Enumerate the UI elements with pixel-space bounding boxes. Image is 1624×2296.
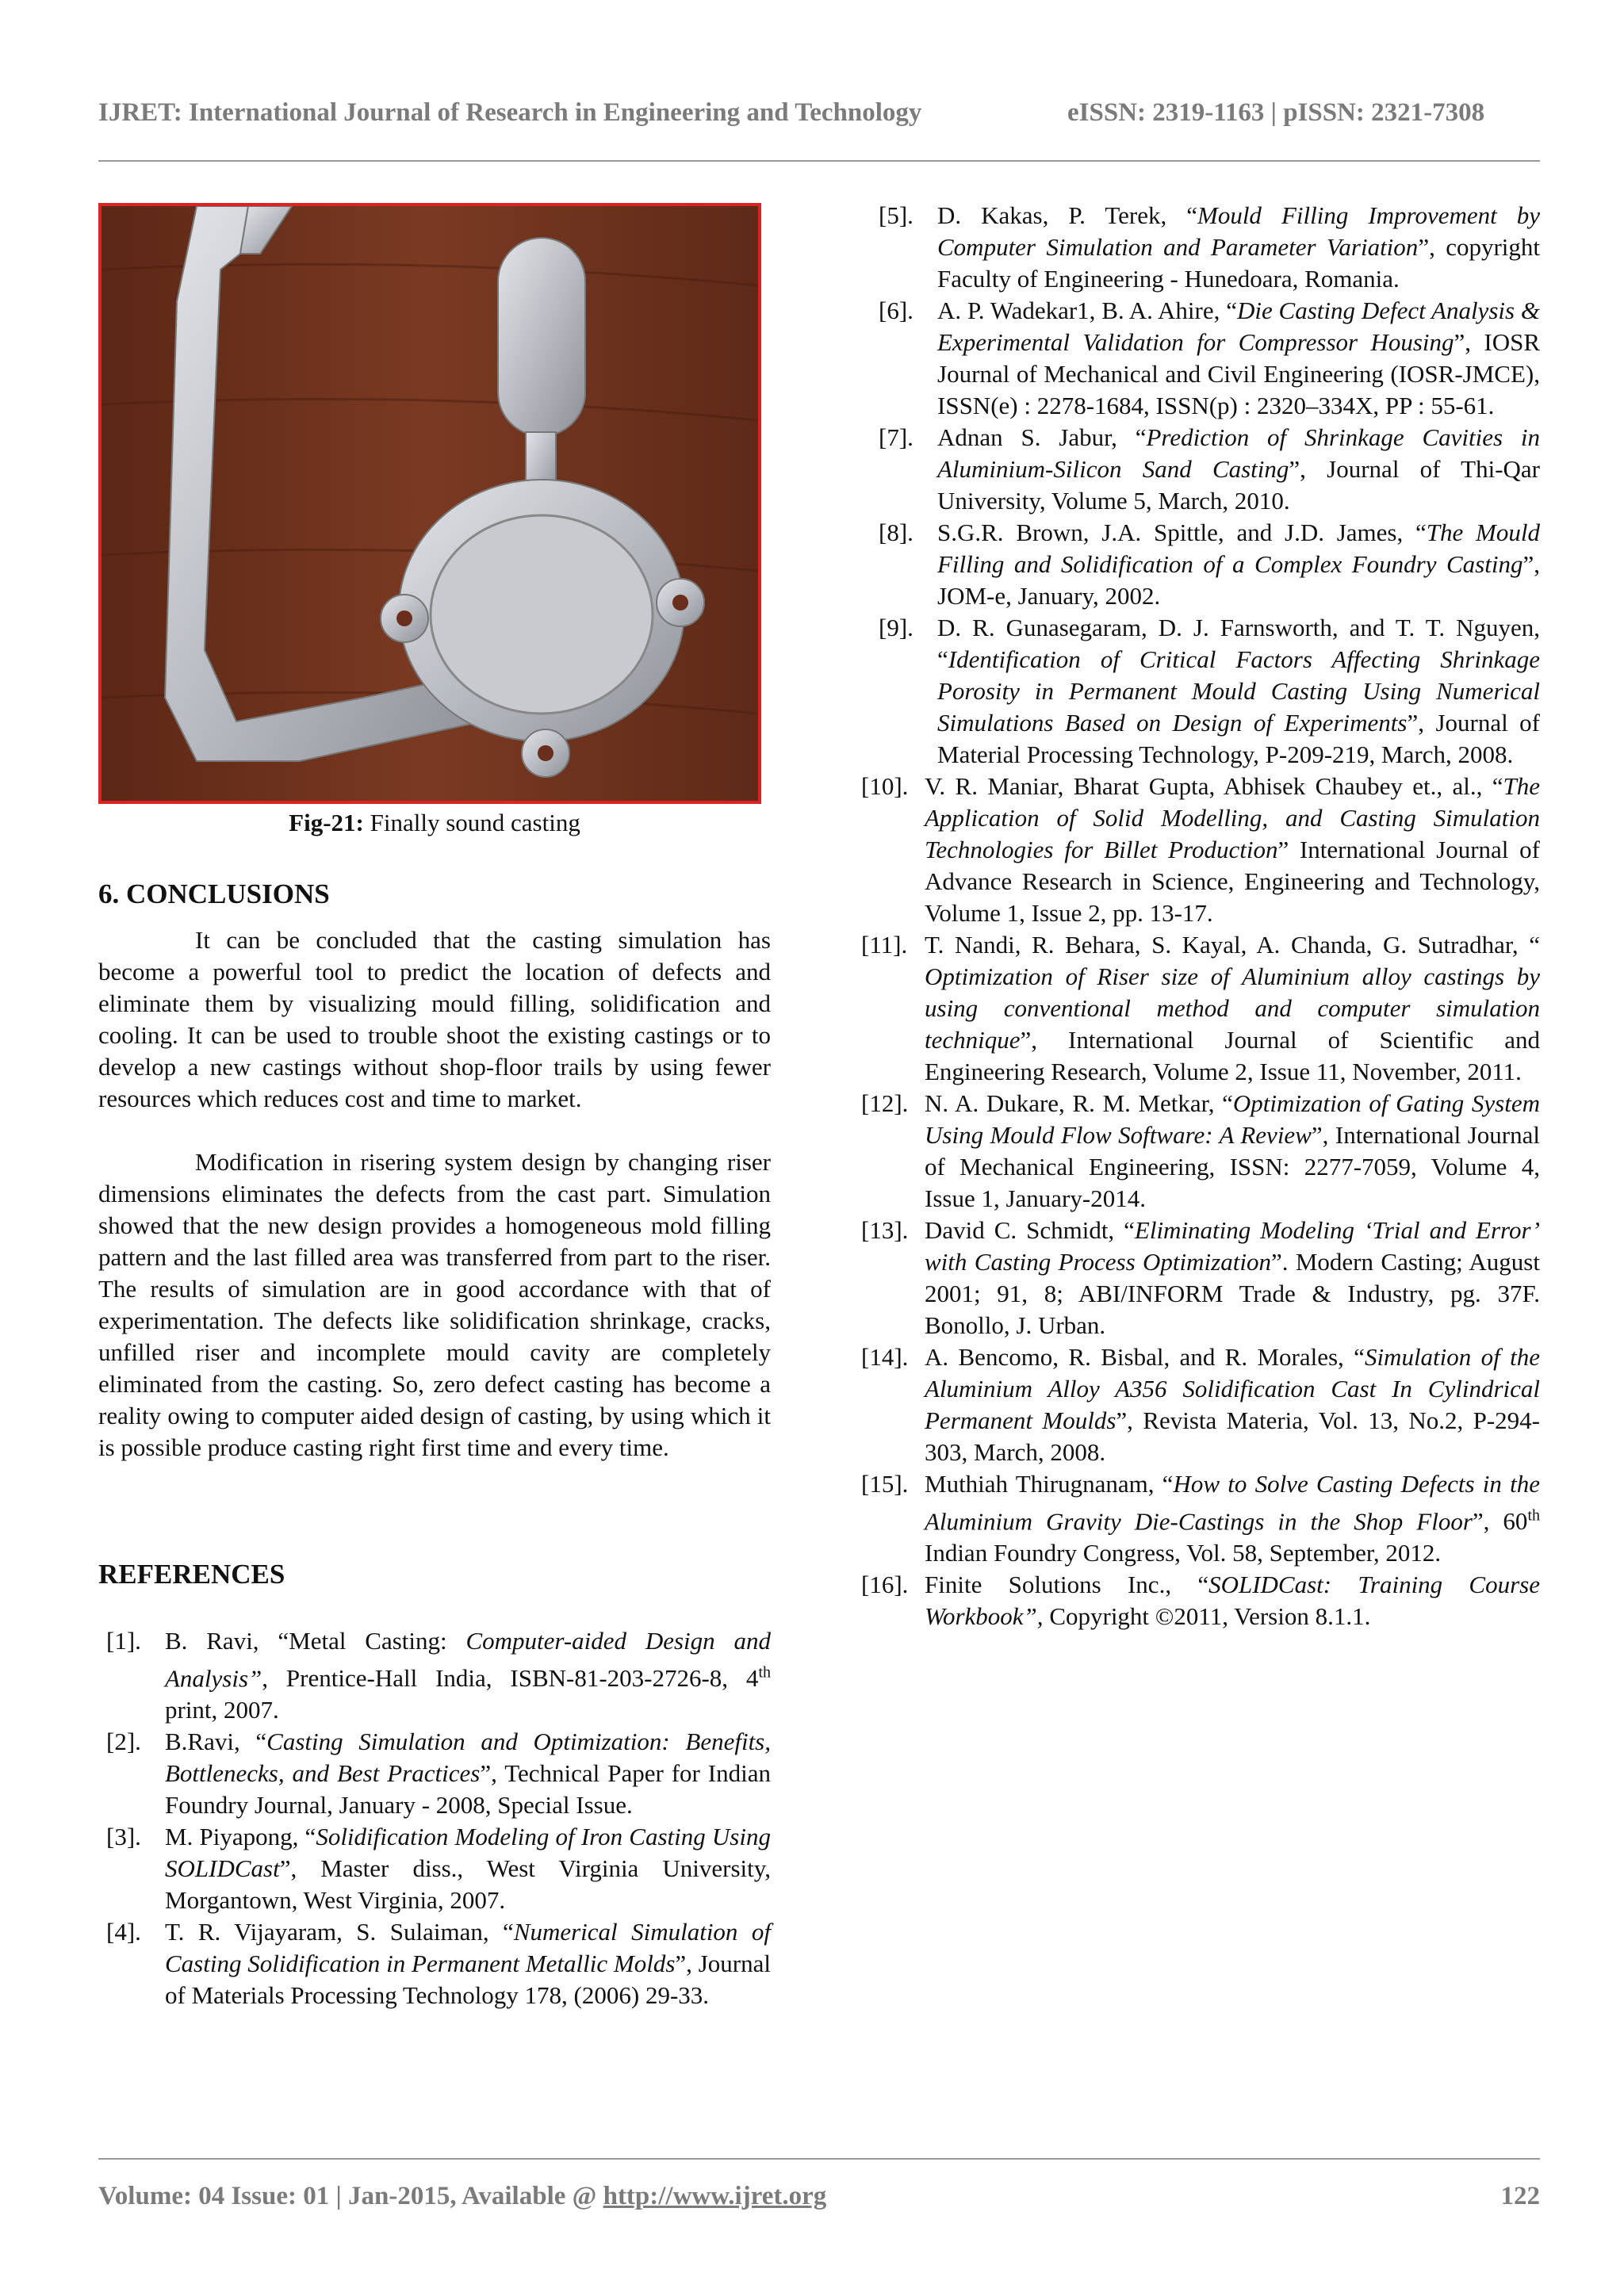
reference-text bbox=[165, 1625, 771, 1726]
reference-authors: A. P. Wadekar1, B. A. Ahire, “ bbox=[937, 297, 1237, 324]
reference-authors: D. Kakas, P. Terek, “ bbox=[937, 201, 1197, 229]
reference-authors: David C. Schmidt, “ bbox=[925, 1216, 1135, 1244]
reference-item bbox=[106, 1726, 771, 1821]
reference-item bbox=[879, 517, 1540, 612]
reference-title: Simulation of the Aluminium Alloy A356 Solidification Cast In Cylindrical Permanent Moulds bbox=[925, 1343, 1540, 1434]
reference-item bbox=[861, 929, 1540, 1088]
reference-number: [6]. bbox=[879, 297, 914, 324]
reference-title: Optimization of Riser size of Aluminium alloy castings by using conventional method and computer simulation technique bbox=[925, 962, 1540, 1054]
header-divider bbox=[98, 160, 1540, 162]
reference-item bbox=[861, 771, 1540, 929]
reference-item bbox=[861, 1215, 1540, 1341]
figure-caption-text: Finally sound casting bbox=[363, 809, 580, 836]
reference-item bbox=[861, 1569, 1540, 1632]
footer-volume: Volume: 04 Issue: 01 | Jan-2015, Available @ bbox=[98, 2182, 603, 2210]
reference-source: , Prentice-Hall India, ISBN-81-203-2726-8, 4th print, 2007. bbox=[165, 1664, 771, 1724]
reference-authors: Finite Solutions Inc., “ bbox=[925, 1571, 1209, 1599]
reference-title: The Application of Solid Modelling, and Casting Simulation Technologies for Billet Production bbox=[925, 772, 1540, 863]
reference-text bbox=[165, 1821, 771, 1916]
reference-title: SOLIDCast: Training Course Workbook”, bbox=[925, 1571, 1540, 1631]
reference-source: ” International Journal of Advance Research in Science, Engineering and Technology, Volume 1, Issue 2, pp. 13-17. bbox=[925, 836, 1540, 927]
reference-source: ”, 60th Indian Foundry Congress, Vol. 58, September, 2012. bbox=[925, 1507, 1540, 1567]
reference-number: [15]. bbox=[861, 1470, 909, 1498]
figure-caption bbox=[98, 806, 771, 840]
references-right-column bbox=[861, 200, 1540, 1632]
conclusions-paragraph-1 bbox=[98, 924, 771, 1115]
reference-item bbox=[879, 295, 1540, 422]
reference-title: Optimization of Gating System Using Mould Flow Software: A Review bbox=[925, 1089, 1540, 1149]
reference-number: [10]. bbox=[861, 772, 909, 800]
reference-number: [4]. bbox=[106, 1918, 141, 1946]
reference-authors: A. Bencomo, R. Bisbal, and R. Morales, “ bbox=[925, 1343, 1365, 1371]
page-footer bbox=[98, 2182, 1540, 2211]
reference-text bbox=[925, 1569, 1540, 1632]
reference-authors: T. Nandi, R. Behara, S. Kayal, A. Chanda, G. Sutradhar, “ bbox=[925, 931, 1540, 959]
reference-title: Solidification Modeling of Iron Casting Using SOLIDCast bbox=[165, 1823, 771, 1883]
issn-label: eISSN: 2319-1163 | pISSN: 2321-7308 bbox=[1067, 98, 1485, 127]
reference-authors: S.G.R. Brown, J.A. Spittle, and J.D. James, “ bbox=[937, 519, 1427, 546]
reference-item bbox=[861, 1468, 1540, 1569]
reference-number: [16]. bbox=[861, 1571, 909, 1599]
reference-source: ”, International Journal of Mechanical Engineering, ISSN: 2277-7059, Volume 4, Issue 1, January-2014. bbox=[925, 1121, 1540, 1212]
reference-authors: Adnan S. Jabur, “ bbox=[937, 423, 1147, 451]
reference-source: ”, JOM-e, January, 2002. bbox=[937, 550, 1540, 610]
reference-authors: D. R. Gunasegaram, D. J. Farnsworth, and T. T. Nguyen, “ bbox=[937, 614, 1540, 673]
reference-item bbox=[861, 1088, 1540, 1215]
reference-source: ”, Journal of Thi-Qar University, Volume 5, March, 2010. bbox=[937, 455, 1541, 515]
reference-text bbox=[925, 929, 1540, 1088]
reference-source: ”, IOSR Journal of Mechanical and Civil Engineering (IOSR-JMCE), ISSN(e) : 2278-1684, ISSN(p) : 2320–334X, PP : 55-61. bbox=[937, 328, 1540, 419]
reference-title: Eliminating Modeling ‘Trial and Error’ with Casting Process Optimization bbox=[925, 1216, 1540, 1276]
running-head bbox=[98, 98, 1526, 128]
conclusions-heading: 6. CONCLUSIONS bbox=[98, 878, 330, 909]
reference-source: ”, Revista Materia, Vol. 13, No.2, P-294-303, March, 2008. bbox=[925, 1406, 1540, 1466]
reference-source: Copyright ©2011, Version 8.1.1. bbox=[1043, 1602, 1371, 1631]
reference-number: [7]. bbox=[879, 423, 914, 451]
reference-source: ”, Journal of Material Processing Technology, P-209-219, March, 2008. bbox=[937, 709, 1541, 768]
conclusions-p2-text: Modification in risering system design by changing riser dimensions eliminates the defects from the cast part. Simulation showed that the new design provides a homogeneous mold filling pattern and the last filled area was transferred from part to the riser. The results of simulation are in good accordance with that of experimentation. The defects like solidification shrinkage, cracks, unfilled riser and incomplete mould cavity are completely eliminated from the casting. So, zero defect casting has become a reality owing to computer aided design of casting, by using which it is possible produce casting right first time and every time. bbox=[98, 1148, 771, 1461]
reference-item bbox=[861, 1341, 1540, 1468]
reference-text bbox=[925, 1468, 1540, 1569]
reference-source: ”, Technical Paper for Indian Foundry Journal, January - 2008, Special Issue. bbox=[165, 1759, 771, 1820]
footer-divider bbox=[98, 2158, 1540, 2160]
reference-item bbox=[879, 612, 1540, 771]
reference-title: Computer-aided Design and Analysis” bbox=[165, 1627, 771, 1693]
reference-text bbox=[165, 1726, 771, 1821]
reference-item bbox=[106, 1821, 771, 1916]
reference-source: ”, copyright Faculty of Engineering - Hunedoara, Romania. bbox=[937, 233, 1540, 293]
conclusions-p1-text: It can be concluded that the casting simulation has become a powerful tool to predict the location of defects and eliminate them by visualizing mould filling, solidification and cooling. It can be used to trouble shoot the existing castings or to develop a new castings without shop-floor trails by using fewer resources which reduces cost and time to market. bbox=[98, 926, 771, 1112]
reference-title: Numerical Simulation of Casting Solidification in Permanent Metallic Molds bbox=[165, 1918, 771, 1978]
reference-number: [8]. bbox=[879, 519, 914, 546]
references-heading: REFERENCES bbox=[98, 1559, 285, 1590]
reference-number: [14]. bbox=[861, 1343, 909, 1371]
reference-number: [3]. bbox=[106, 1823, 141, 1851]
reference-title: Mould Filling Improvement by Computer Simulation and Parameter Variation bbox=[937, 201, 1540, 261]
reference-source: ”, Journal of Materials Processing Technology 178, (2006) 29-33. bbox=[165, 1950, 771, 2010]
reference-item bbox=[106, 1625, 771, 1726]
conclusions-paragraph-2 bbox=[98, 1146, 771, 1464]
reference-number: [2]. bbox=[106, 1728, 141, 1756]
reference-number: [11]. bbox=[861, 931, 908, 959]
figure-caption-label: Fig-21: bbox=[289, 809, 364, 836]
casting-photo-drawing bbox=[102, 206, 758, 801]
reference-authors: T. R. Vijayaram, S. Sulaiman, “ bbox=[165, 1918, 514, 1946]
reference-title: Casting Simulation and Optimization: Benefits, Bottlenecks, and Best Practices bbox=[165, 1728, 771, 1788]
reference-source: ”, Master diss., West Virginia University, Morgantown, West Virginia, 2007. bbox=[165, 1854, 771, 1915]
reference-item bbox=[106, 1916, 771, 2011]
casting-photo bbox=[98, 203, 761, 804]
reference-authors: N. A. Dukare, R. M. Metkar, “ bbox=[925, 1089, 1233, 1117]
reference-title: How to Solve Casting Defects in the Aluminium Gravity Die-Castings in the Shop Floor bbox=[925, 1470, 1540, 1536]
reference-authors: V. R. Maniar, Bharat Gupta, Abhisek Chaubey et., al., “ bbox=[925, 772, 1503, 800]
reference-text bbox=[925, 1215, 1540, 1341]
journal-link[interactable]: http://www.ijret.org bbox=[603, 2182, 827, 2210]
reference-title: The Mould Filling and Solidification of a Complex Foundry Casting bbox=[937, 519, 1540, 578]
reference-item bbox=[879, 200, 1540, 295]
reference-text bbox=[937, 295, 1540, 422]
reference-source: ”, International Journal of Scientific and Engineering Research, Volume 2, Issue 11, November, 2011. bbox=[925, 1026, 1540, 1085]
reference-title: Die Casting Defect Analysis & Experimental Validation for Compressor Housing bbox=[937, 297, 1540, 356]
reference-authors: Muthiah Thirugnanam, “ bbox=[925, 1470, 1174, 1498]
reference-title: Identification of Critical Factors Affecting Shrinkage Porosity in Permanent Mould Casting Using Numerical Simulations Based on Design of Experiments bbox=[937, 645, 1540, 737]
reference-text bbox=[937, 612, 1540, 771]
reference-text bbox=[925, 771, 1540, 929]
page-number: 122 bbox=[1500, 2182, 1540, 2210]
reference-text bbox=[937, 422, 1540, 517]
reference-authors: B. Ravi, “Metal Casting: bbox=[165, 1627, 466, 1655]
reference-number: [9]. bbox=[879, 614, 914, 641]
reference-text bbox=[925, 1088, 1540, 1215]
reference-title: Prediction of Shrinkage Cavities in Aluminium-Silicon Sand Casting bbox=[937, 423, 1540, 483]
journal-title: IJRET: International Journal of Research in Engineering and Technology bbox=[98, 98, 922, 127]
reference-number: [12]. bbox=[861, 1089, 909, 1117]
references-left-column bbox=[98, 1625, 771, 2011]
reference-text bbox=[165, 1916, 771, 2011]
reference-text bbox=[925, 1341, 1540, 1468]
reference-number: [1]. bbox=[106, 1627, 141, 1655]
reference-text bbox=[937, 517, 1540, 612]
reference-number: [5]. bbox=[879, 201, 914, 229]
reference-source: ”. Modern Casting; August 2001; 91, 8; ABI/INFORM Trade & Industry, pg. 37F. Bonollo, J. Urban. bbox=[925, 1248, 1540, 1339]
reference-text bbox=[937, 200, 1540, 295]
reference-authors: M. Piyapong, “ bbox=[165, 1823, 316, 1851]
reference-number: [13]. bbox=[861, 1216, 909, 1244]
reference-item bbox=[879, 422, 1540, 517]
reference-authors: B.Ravi, “ bbox=[165, 1728, 267, 1756]
